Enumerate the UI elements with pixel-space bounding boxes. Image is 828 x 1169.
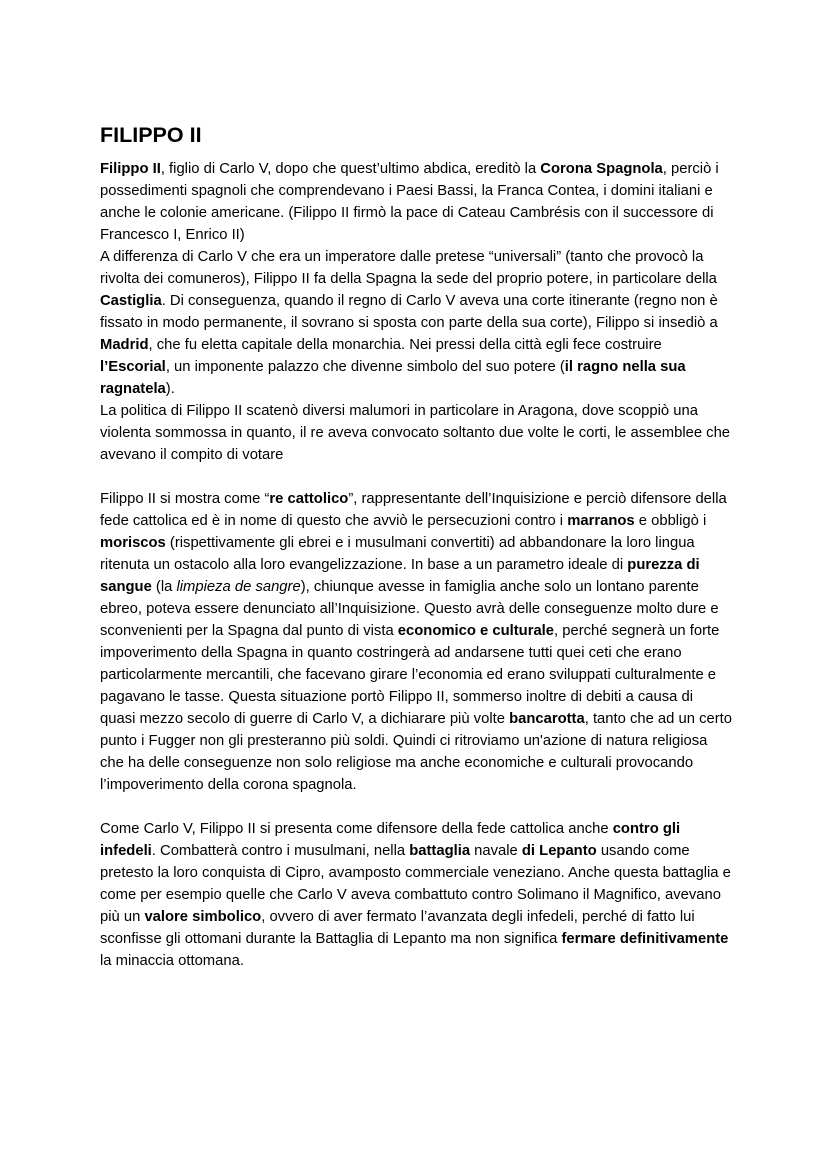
paragraph-container [100, 158, 732, 972]
text-run: . Combatterà contro i musulmani, nella [151, 843, 410, 859]
text-run: , perché segnerà un forte impoverimento della Spagna in quanto costringerà ad andarsene tutti quei ceti che erano particolarmente mercantili, che facevano girare l’economia ed erano sviluppati culturalmente e pagavano le tasse. Questa situazione portò Filippo II, sommerso inoltre di debiti a causa di quasi mezzo secolo di guerre di Carlo V, a dichiarare più volte [100, 623, 720, 727]
text-run: , figlio di Carlo V, dopo che quest’ultimo abdica, ereditò la [160, 161, 541, 177]
text-run: , un imponente palazzo che divenne simbolo del suo potere ( [165, 359, 565, 375]
text-run: l’Escorial [100, 359, 166, 375]
document-content [100, 121, 732, 972]
text-run: purezza di sangue [100, 557, 700, 595]
text-run: re cattolico [269, 491, 349, 507]
paragraph [100, 488, 732, 796]
text-run: , che fu eletta capitale della monarchia. Nei pressi della città egli fece costruire [148, 337, 662, 353]
text-run: , tanto che ad un certo punto i Fugger non gli presteranno più soldi. Quindi ci ritroviamo un'azione di natura religiosa che ha delle conseguenze non solo religiose ma anche economiche e culturali provocando l’impoverimento della corona spagnola. [100, 711, 732, 793]
text-run: , perciò i possedimenti spagnoli che comprendevano i Paesi Bassi, la Franca Contea, i domini italiani e anche le colonie americane. (Filippo II firmò la pace di Cateau Cambrésis con il successore di Francesco I, Enrico II) [100, 161, 719, 243]
text-run: A differenza di Carlo V che era un imperatore dalle pretese “universali” (tanto che provocò la rivolta dei comuneros), Filippo II fa della Spagna la sede del proprio potere, in particolare della [100, 249, 717, 287]
paragraph-spacer [100, 466, 732, 488]
paragraph [100, 818, 732, 972]
text-run: Filippo II si mostra come “ [100, 491, 270, 507]
text-run: Filippo II [100, 161, 161, 177]
text-run: la minaccia ottomana. [100, 953, 244, 969]
text-run: Corona Spagnola [540, 161, 663, 177]
text-run: e obbligò i [634, 513, 707, 529]
text-run: di Lepanto [521, 843, 597, 859]
text-run: . Di conseguenza, quando il regno di Carlo V aveva una corte itinerante (regno non è fissato in modo permanente, il sovrano si sposta con parte della sua corte), Filippo si insediò a [100, 293, 718, 331]
text-run: (la [151, 579, 177, 595]
text-run: ”, rappresentante dell’Inquisizione e perciò difensore della fede cattolica ed è in nome di questo che avviò le persecuzioni contro i [100, 491, 727, 529]
text-run: (rispettivamente gli ebrei e i musulmani convertiti) ad abbandonare la loro lingua ritenuta un ostacolo alla loro evangelizzazione. In base a un parametro ideale di [100, 535, 695, 573]
text-run: fermare definitivamente [561, 931, 729, 947]
page-title: FILIPPO II [100, 123, 202, 147]
paragraph [100, 400, 732, 466]
paragraph-spacer [100, 796, 732, 818]
text-run: il ragno nella sua ragnatela [100, 359, 686, 397]
text-run: , ovvero di aver fermato l’avanzata degli infedeli, perché di fatto lui sconfisse gli ottomani durante la Battaglia di Lepanto ma non significa [100, 909, 695, 947]
text-run: economico e culturale [397, 623, 555, 639]
text-run: ), chiunque avesse in famiglia anche solo un lontano parente ebreo, poteva essere denunciato all’Inquisizione. Questo avrà delle conseguenze molto dure e sconvenienti per la Spagna dal punto di vista [100, 579, 719, 639]
text-run: navale [470, 843, 522, 859]
text-run: bancarotta [509, 711, 585, 727]
text-run: Come Carlo V, Filippo II si presenta come difensore della fede cattolica anche [100, 821, 613, 837]
paragraph [100, 246, 732, 400]
paragraph [100, 158, 732, 246]
text-run: Madrid [100, 337, 149, 353]
text-run: contro gli infedeli [100, 821, 681, 859]
text-run: moriscos [100, 535, 166, 551]
text-run: marranos [567, 513, 635, 529]
text-run: La politica di Filippo II scatenò diversi malumori in particolare in Aragona, dove scoppiò una violenta sommossa in quanto, il re aveva convocato soltanto due volte le corti, le assemblee che avevano il compito di votare [100, 403, 731, 463]
text-run: limpieza de sangre [176, 579, 301, 595]
text-run: Castiglia [100, 293, 162, 309]
text-run: ). [165, 381, 175, 397]
text-run: usando come pretesto la loro conquista di Cipro, avamposto commerciale veneziano. Anche questa battaglia e come per esempio quelle che Carlo V aveva combattuto contro Solimano il Magnifico, avevano più un [100, 843, 731, 925]
text-run: battaglia [409, 843, 471, 859]
text-run: valore simbolico [144, 909, 262, 925]
